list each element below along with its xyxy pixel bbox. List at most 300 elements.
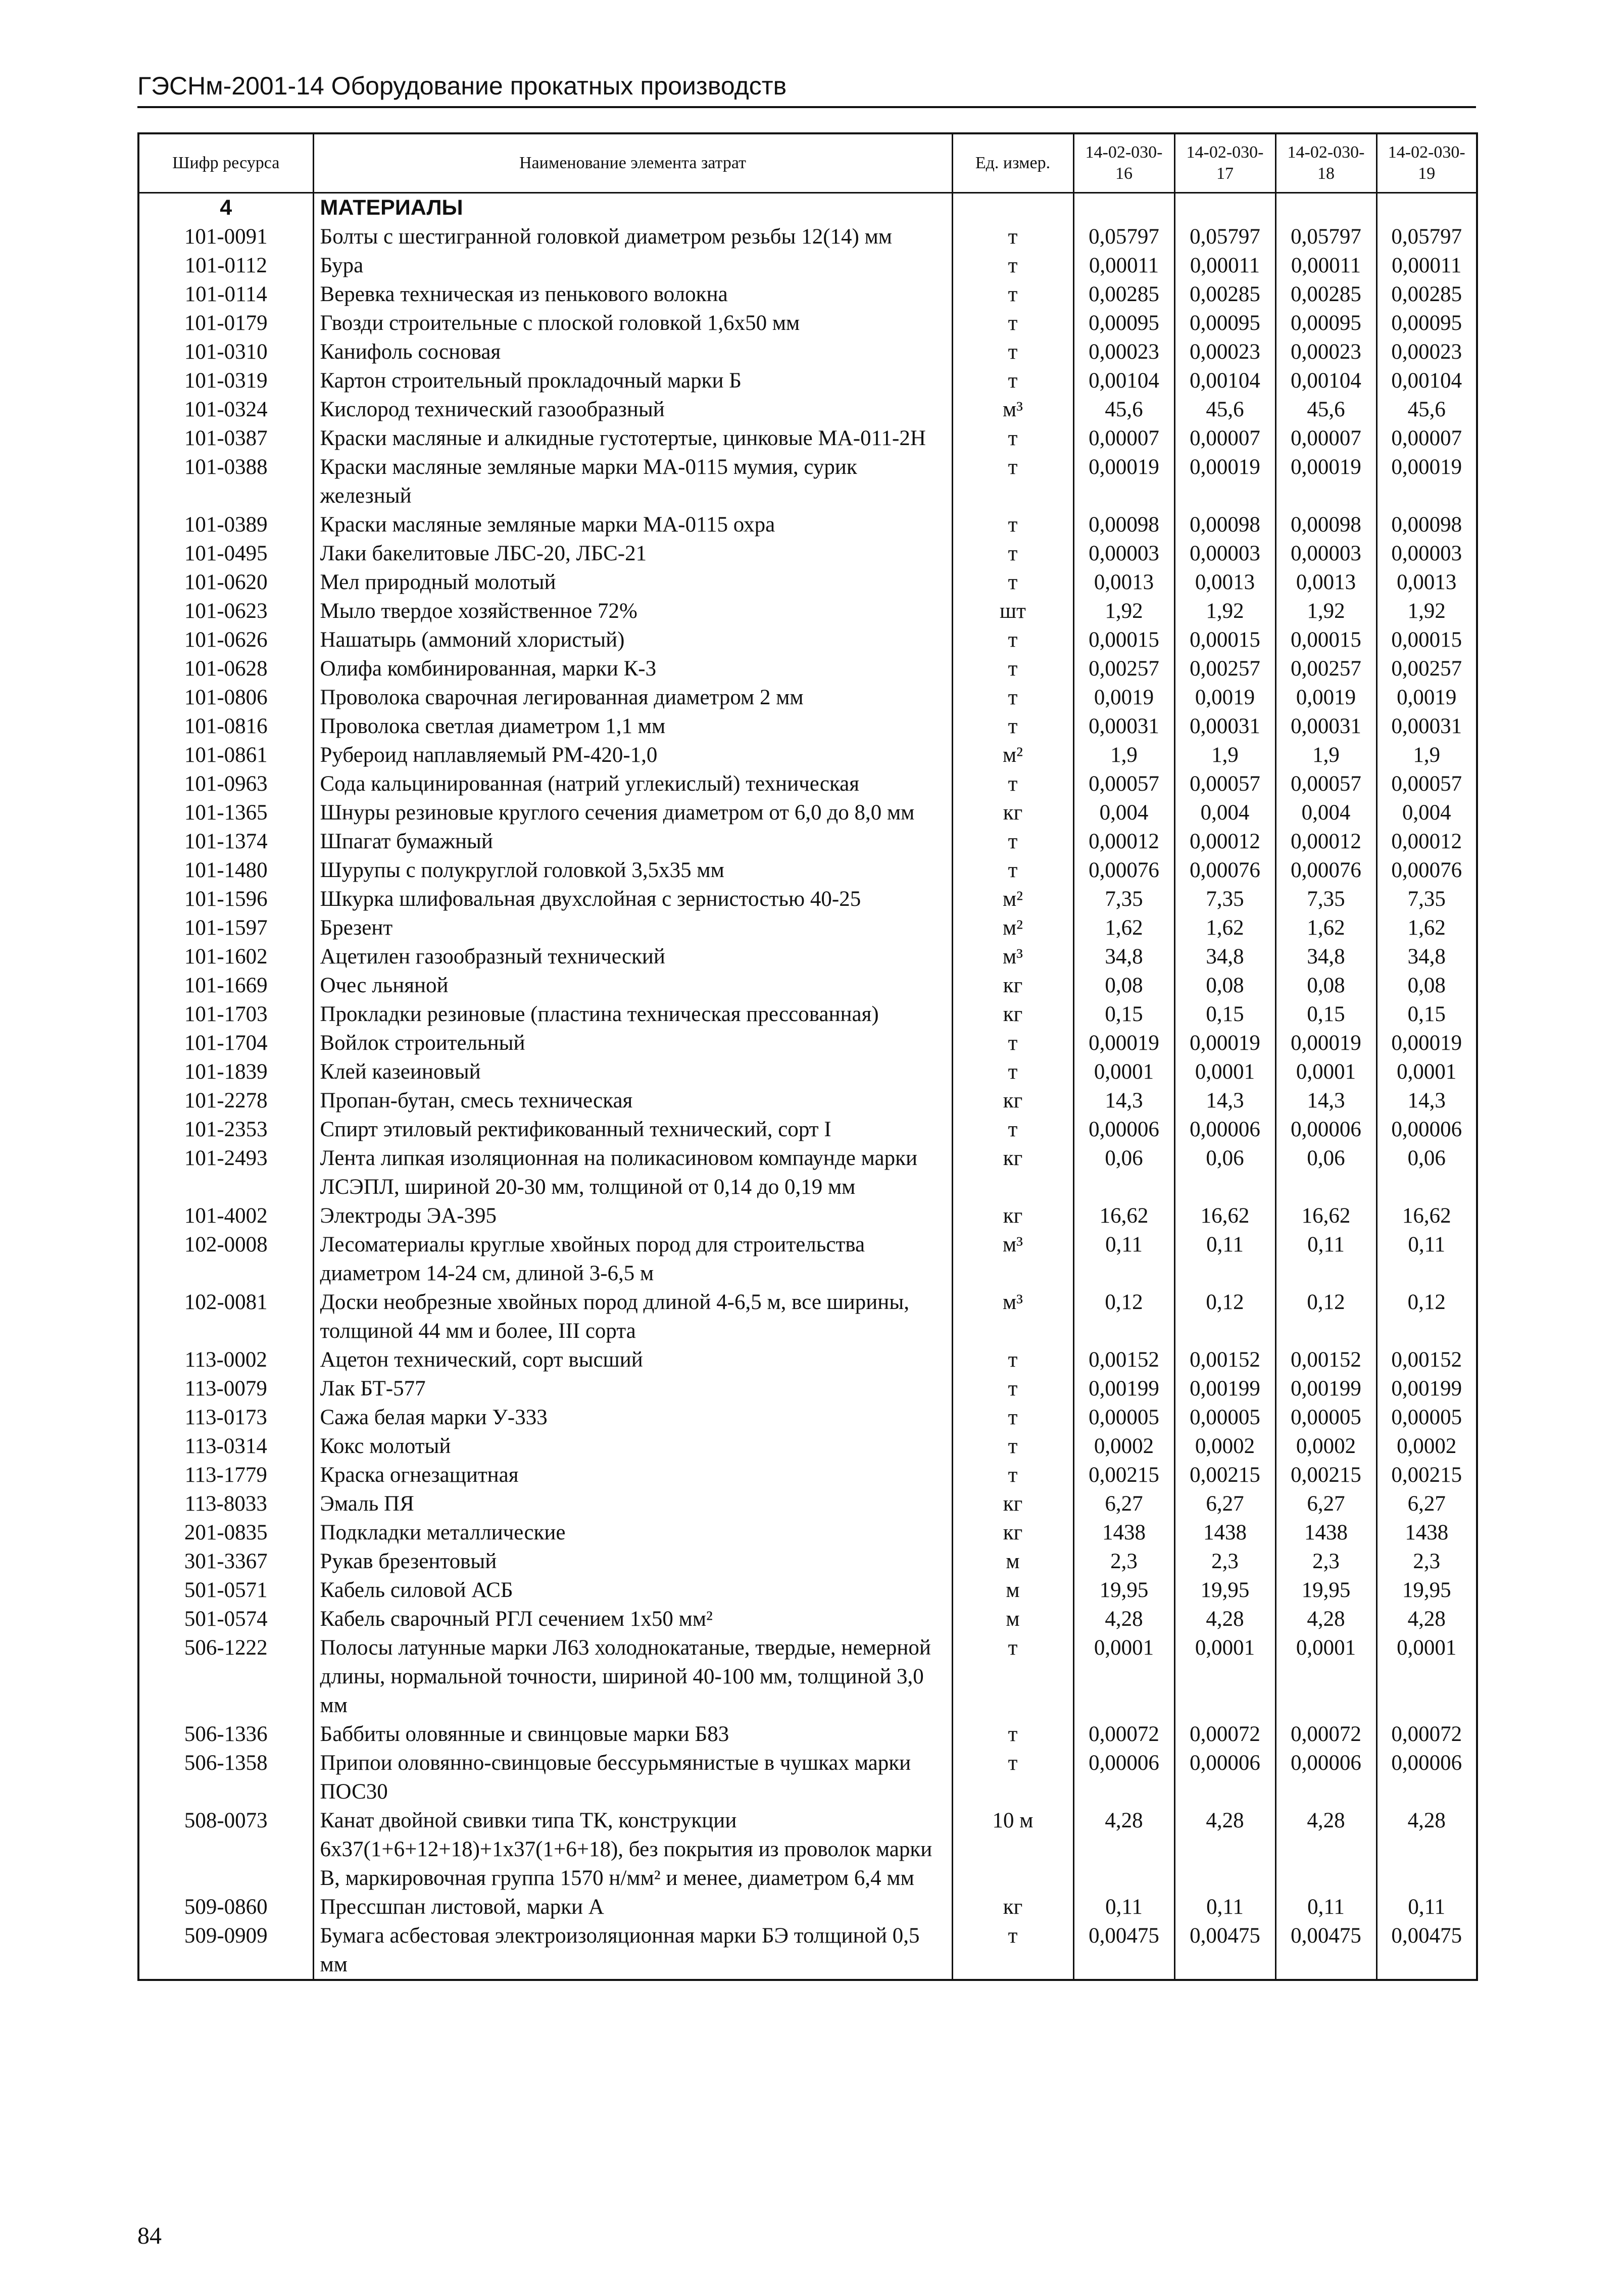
norm-030-16: 0,00098 (1073, 510, 1174, 539)
norm-030-16: 0,00475 (1073, 1921, 1174, 1980)
norm-030-16: 0,0019 (1073, 683, 1174, 712)
resource-code: 101-1597 (138, 913, 313, 942)
resource-name: Ацетон технический, сорт высший (313, 1345, 952, 1374)
norm-030-17: 0,0001 (1174, 1633, 1275, 1720)
norm-030-17: 0,12 (1174, 1288, 1275, 1345)
resource-code: 102-0081 (138, 1288, 313, 1345)
unit-of-measure: т (952, 539, 1073, 568)
unit-of-measure: м (952, 1547, 1073, 1576)
resource-name: Краска огнезащитная (313, 1461, 952, 1489)
norm-030-16: 0,00257 (1073, 654, 1174, 683)
norm-030-17: 0,00475 (1174, 1921, 1275, 1980)
unit-of-measure: м² (952, 913, 1073, 942)
norm-030-19: 0,12 (1376, 1288, 1477, 1345)
table-row (138, 309, 1477, 337)
norm-030-17: 0,00019 (1174, 1029, 1275, 1057)
table-row (138, 337, 1477, 366)
table-row (138, 683, 1477, 712)
resource-name: Бура (313, 251, 952, 280)
table-row (138, 1345, 1477, 1374)
table-row (138, 1921, 1477, 1980)
unit-of-measure: м³ (952, 395, 1073, 424)
norm-030-16: 0,05797 (1073, 222, 1174, 251)
norm-030-17: 0,00257 (1174, 654, 1275, 683)
table-row (138, 1000, 1477, 1029)
unit-of-measure: т (952, 1403, 1073, 1432)
norm-030-17: 0,00006 (1174, 1115, 1275, 1144)
norm-030-16: 0,0001 (1073, 1633, 1174, 1720)
resource-code: 101-0623 (138, 597, 313, 625)
norm-030-16: 1,9 (1073, 741, 1174, 769)
norm-030-17: 2,3 (1174, 1547, 1275, 1576)
resource-code: 101-0861 (138, 741, 313, 769)
unit-of-measure: т (952, 1432, 1073, 1461)
norm-030-17: 0,11 (1174, 1893, 1275, 1921)
norm-030-16: 45,6 (1073, 395, 1174, 424)
section-title: МАТЕРИАЛЫ (313, 193, 952, 223)
norm-030-17: 0,004 (1174, 798, 1275, 827)
unit-of-measure: т (952, 856, 1073, 885)
table-row (138, 856, 1477, 885)
norm-030-19: 0,00072 (1376, 1720, 1477, 1749)
table-row (138, 424, 1477, 453)
norm-030-18: 0,00057 (1275, 769, 1376, 798)
norm-030-18: 4,28 (1275, 1605, 1376, 1633)
norm-030-18: 0,00475 (1275, 1921, 1376, 1980)
resource-name: Рукав брезентовый (313, 1547, 952, 1576)
norm-030-17: 0,00076 (1174, 856, 1275, 885)
table-row (138, 1489, 1477, 1518)
norm-030-18: 0,0019 (1275, 683, 1376, 712)
resource-name: Картон строительный прокладочный марки Б (313, 366, 952, 395)
unit-of-measure: т (952, 1345, 1073, 1374)
norm-030-19: 1,62 (1376, 913, 1477, 942)
resource-name: Шпагат бумажный (313, 827, 952, 856)
unit-of-measure: шт (952, 597, 1073, 625)
norm-030-19: 4,28 (1376, 1605, 1477, 1633)
unit-of-measure: т (952, 712, 1073, 741)
norm-030-19: 0,00015 (1376, 625, 1477, 654)
resource-name: Войлок строительный (313, 1029, 952, 1057)
resource-code: 101-0620 (138, 568, 313, 597)
resource-name: Нашатырь (аммоний хлористый) (313, 625, 952, 654)
unit-of-measure: т (952, 453, 1073, 510)
resource-code: 101-2353 (138, 1115, 313, 1144)
norm-030-18: 0,00006 (1275, 1115, 1376, 1144)
resource-code: 508-0073 (138, 1806, 313, 1893)
section-row (138, 193, 1477, 223)
resources-table (137, 132, 1478, 1981)
unit-of-measure: кг (952, 1000, 1073, 1029)
resource-code: 101-0963 (138, 769, 313, 798)
table-row (138, 1806, 1477, 1893)
resource-name: Лаки бакелитовые ЛБС-20, ЛБС-21 (313, 539, 952, 568)
unit-of-measure: кг (952, 1893, 1073, 1921)
norm-030-17: 4,28 (1174, 1806, 1275, 1893)
unit-of-measure: т (952, 1749, 1073, 1806)
col-header-norm-17: 14-02-030-17 (1174, 133, 1275, 193)
norm-030-19: 0,00007 (1376, 424, 1477, 453)
norm-030-18: 1438 (1275, 1518, 1376, 1547)
norm-030-17: 0,00012 (1174, 827, 1275, 856)
norm-030-19: 0,00019 (1376, 453, 1477, 510)
norm-030-17: 0,00199 (1174, 1374, 1275, 1403)
norm-030-16: 0,00057 (1073, 769, 1174, 798)
norm-030-18: 0,00007 (1275, 424, 1376, 453)
norm-030-16: 0,00152 (1073, 1345, 1174, 1374)
norm-030-19: 7,35 (1376, 885, 1477, 913)
norm-030-17: 0,00007 (1174, 424, 1275, 453)
unit-of-measure: м³ (952, 1288, 1073, 1345)
norm-030-19: 0,00152 (1376, 1345, 1477, 1374)
norm-030-19: 45,6 (1376, 395, 1477, 424)
resource-code: 509-0909 (138, 1921, 313, 1980)
norm-030-17: 0,00015 (1174, 625, 1275, 654)
table-row (138, 1893, 1477, 1921)
norm-030-16: 0,08 (1073, 971, 1174, 1000)
table-row (138, 1288, 1477, 1345)
resource-code: 301-3367 (138, 1547, 313, 1576)
norm-030-16: 0,00199 (1073, 1374, 1174, 1403)
norm-030-18: 0,06 (1275, 1144, 1376, 1201)
resource-name: Очес льняной (313, 971, 952, 1000)
norm-030-17: 0,0019 (1174, 683, 1275, 712)
resource-code: 113-0173 (138, 1403, 313, 1432)
norm-030-18: 0,00152 (1275, 1345, 1376, 1374)
norm-030-16: 19,95 (1073, 1576, 1174, 1605)
norm-030-16: 0,06 (1073, 1144, 1174, 1201)
unit-of-measure: т (952, 1461, 1073, 1489)
norm-030-18: 0,00215 (1275, 1461, 1376, 1489)
norm-030-17: 1438 (1174, 1518, 1275, 1547)
table-row (138, 510, 1477, 539)
norm-030-19: 0,15 (1376, 1000, 1477, 1029)
resource-name: Кабель сварочный РГЛ сечением 1x50 мм² (313, 1605, 952, 1633)
resource-name: Канат двойной свивки типа ТК, конструкции 6x37(1+6+12+18)+1x37(1+6+18), без покрытия из проволок марки В, маркировочная группа 1570 н/мм² и менее, диаметром 6,4 мм (313, 1806, 952, 1893)
norm-030-16: 0,00006 (1073, 1749, 1174, 1806)
unit-of-measure: кг (952, 1518, 1073, 1547)
norm-030-19: 0,00011 (1376, 251, 1477, 280)
resource-code: 101-0319 (138, 366, 313, 395)
norm-030-17: 0,0002 (1174, 1432, 1275, 1461)
table-row (138, 1461, 1477, 1489)
norm-030-18: 1,92 (1275, 597, 1376, 625)
norm-030-19: 0,00003 (1376, 539, 1477, 568)
resource-code: 113-0314 (138, 1432, 313, 1461)
norm-030-18: 0,00019 (1275, 453, 1376, 510)
resource-code: 101-0626 (138, 625, 313, 654)
norm-030-19: 0,00104 (1376, 366, 1477, 395)
norm-030-16: 0,00285 (1073, 280, 1174, 309)
norm-030-16: 1438 (1073, 1518, 1174, 1547)
resource-code: 501-0574 (138, 1605, 313, 1633)
norm-030-18: 0,0001 (1275, 1633, 1376, 1720)
resource-code: 101-2278 (138, 1086, 313, 1115)
table-row (138, 913, 1477, 942)
norm-030-16: 0,004 (1073, 798, 1174, 827)
col-header-norm-18: 14-02-030-18 (1275, 133, 1376, 193)
col-header-code: Шифр ресурса (138, 133, 313, 193)
resource-code: 506-1222 (138, 1633, 313, 1720)
table-row (138, 1144, 1477, 1201)
norm-030-19: 0,11 (1376, 1230, 1477, 1288)
resource-code: 101-0179 (138, 309, 313, 337)
norm-030-19: 1438 (1376, 1518, 1477, 1547)
table-row (138, 712, 1477, 741)
table-row (138, 568, 1477, 597)
norm-030-19: 0,00215 (1376, 1461, 1477, 1489)
resource-name: Кокс молотый (313, 1432, 952, 1461)
resource-name: Эмаль ПЯ (313, 1489, 952, 1518)
resource-code: 113-8033 (138, 1489, 313, 1518)
norm-030-17: 0,06 (1174, 1144, 1275, 1201)
resource-name: Пропан-бутан, смесь техническая (313, 1086, 952, 1115)
norm-030-17: 0,00031 (1174, 712, 1275, 741)
resource-code: 201-0835 (138, 1518, 313, 1547)
unit-of-measure: м³ (952, 1230, 1073, 1288)
norm-030-16: 0,00012 (1073, 827, 1174, 856)
unit-of-measure: т (952, 654, 1073, 683)
table-row (138, 280, 1477, 309)
table-row (138, 654, 1477, 683)
unit-of-measure: кг (952, 971, 1073, 1000)
resource-name: Канифоль сосновая (313, 337, 952, 366)
table-row (138, 1720, 1477, 1749)
norm-030-16: 0,00007 (1073, 424, 1174, 453)
resource-name: Веревка техническая из пенькового волокна (313, 280, 952, 309)
table-row (138, 1547, 1477, 1576)
unit-of-measure: т (952, 366, 1073, 395)
norm-030-16: 1,62 (1073, 913, 1174, 942)
norm-030-16: 0,00076 (1073, 856, 1174, 885)
resource-code: 101-1365 (138, 798, 313, 827)
resource-name: Спирт этиловый ректификованный технический, сорт I (313, 1115, 952, 1144)
resource-name: Мыло твердое хозяйственное 72% (313, 597, 952, 625)
resource-code: 101-1596 (138, 885, 313, 913)
norm-030-17: 1,9 (1174, 741, 1275, 769)
unit-of-measure: 10 м (952, 1806, 1073, 1893)
resource-code: 101-1669 (138, 971, 313, 1000)
unit-of-measure: т (952, 568, 1073, 597)
col-header-norm-16: 14-02-030-16 (1073, 133, 1174, 193)
resource-code: 509-0860 (138, 1893, 313, 1921)
norm-030-17: 0,00005 (1174, 1403, 1275, 1432)
norm-030-17: 19,95 (1174, 1576, 1275, 1605)
norm-030-18: 0,00031 (1275, 712, 1376, 741)
norm-030-16: 0,00215 (1073, 1461, 1174, 1489)
norm-030-18: 0,004 (1275, 798, 1376, 827)
norm-030-19: 0,00475 (1376, 1921, 1477, 1980)
resource-code: 101-1839 (138, 1057, 313, 1086)
norm-030-16: 16,62 (1073, 1201, 1174, 1230)
table-row (138, 453, 1477, 510)
table-row (138, 539, 1477, 568)
resource-code: 101-1703 (138, 1000, 313, 1029)
norm-030-19: 0,00031 (1376, 712, 1477, 741)
resource-name: Краски масляные земляные марки МА-0115 мумия, сурик железный (313, 453, 952, 510)
norm-030-17: 34,8 (1174, 942, 1275, 971)
unit-of-measure: т (952, 280, 1073, 309)
resource-code: 501-0571 (138, 1576, 313, 1605)
table-row (138, 597, 1477, 625)
resource-code: 113-1779 (138, 1461, 313, 1489)
norm-030-16: 6,27 (1073, 1489, 1174, 1518)
resource-name: Олифа комбинированная, марки К-3 (313, 654, 952, 683)
resource-code: 101-1480 (138, 856, 313, 885)
table-row (138, 1633, 1477, 1720)
col-header-name: Наименование элемента затрат (313, 133, 952, 193)
norm-030-19: 14,3 (1376, 1086, 1477, 1115)
norm-030-18: 4,28 (1275, 1806, 1376, 1893)
norm-030-17: 0,00057 (1174, 769, 1275, 798)
norm-030-16: 34,8 (1073, 942, 1174, 971)
norm-030-16: 0,00031 (1073, 712, 1174, 741)
norm-030-18: 16,62 (1275, 1201, 1376, 1230)
norm-030-18: 0,00199 (1275, 1374, 1376, 1403)
table-row (138, 1057, 1477, 1086)
resource-name: Рубероид наплавляемый РМ-420-1,0 (313, 741, 952, 769)
unit-of-measure: кг (952, 1201, 1073, 1230)
norm-030-18: 0,00285 (1275, 280, 1376, 309)
unit-of-measure: м (952, 1605, 1073, 1633)
norm-030-18: 0,00003 (1275, 539, 1376, 568)
unit-of-measure: т (952, 1029, 1073, 1057)
resource-name: Краски масляные земляные марки МА-0115 охра (313, 510, 952, 539)
norm-030-19: 0,004 (1376, 798, 1477, 827)
resource-name: Электроды ЭА-395 (313, 1201, 952, 1230)
norm-030-18: 0,00076 (1275, 856, 1376, 885)
norm-030-16: 0,00005 (1073, 1403, 1174, 1432)
table-row (138, 1518, 1477, 1547)
norm-030-18: 34,8 (1275, 942, 1376, 971)
norm-030-18: 0,05797 (1275, 222, 1376, 251)
table-row (138, 366, 1477, 395)
norm-030-19: 0,0019 (1376, 683, 1477, 712)
table-row (138, 1086, 1477, 1115)
resource-name: Ацетилен газообразный технический (313, 942, 952, 971)
norm-030-18: 0,00257 (1275, 654, 1376, 683)
unit-of-measure: т (952, 1115, 1073, 1144)
resource-name: Прокладки резиновые (пластина техническая прессованная) (313, 1000, 952, 1029)
norm-030-18: 0,0002 (1275, 1432, 1376, 1461)
resource-code: 101-1374 (138, 827, 313, 856)
norm-030-18: 0,11 (1275, 1230, 1376, 1288)
norm-030-16: 0,11 (1073, 1893, 1174, 1921)
table-row (138, 798, 1477, 827)
resource-name: Мел природный молотый (313, 568, 952, 597)
norm-030-19: 0,0002 (1376, 1432, 1477, 1461)
norm-030-18: 0,00023 (1275, 337, 1376, 366)
norm-030-17: 0,00011 (1174, 251, 1275, 280)
norm-030-17: 1,92 (1174, 597, 1275, 625)
section-number: 4 (138, 193, 313, 223)
norm-030-17: 45,6 (1174, 395, 1275, 424)
unit-of-measure: м³ (952, 942, 1073, 971)
norm-030-17: 0,00285 (1174, 280, 1275, 309)
resource-name: Лесоматериалы круглые хвойных пород для строительства диаметром 14-24 см, длиной 3-6,5 м (313, 1230, 952, 1288)
unit-of-measure: м (952, 1576, 1073, 1605)
norm-030-17: 16,62 (1174, 1201, 1275, 1230)
resource-name: Краски масляные и алкидные густотертые, цинковые МА-011-2Н (313, 424, 952, 453)
norm-030-18: 1,62 (1275, 913, 1376, 942)
norm-030-18: 0,00072 (1275, 1720, 1376, 1749)
table-row (138, 769, 1477, 798)
norm-030-17: 0,00023 (1174, 337, 1275, 366)
norm-030-19: 2,3 (1376, 1547, 1477, 1576)
resource-code: 506-1358 (138, 1749, 313, 1806)
table-row (138, 942, 1477, 971)
table-row (138, 251, 1477, 280)
norm-030-17: 0,11 (1174, 1230, 1275, 1288)
norm-030-17: 0,15 (1174, 1000, 1275, 1029)
norm-030-16: 0,11 (1073, 1230, 1174, 1288)
resource-code: 113-0002 (138, 1345, 313, 1374)
norm-030-17: 0,05797 (1174, 222, 1275, 251)
table-row (138, 1403, 1477, 1432)
table-row (138, 395, 1477, 424)
norm-030-16: 0,0013 (1073, 568, 1174, 597)
norm-030-18: 0,00006 (1275, 1749, 1376, 1806)
norm-030-19: 0,00019 (1376, 1029, 1477, 1057)
resource-code: 101-0091 (138, 222, 313, 251)
document-title: ГЭСНм-2001-14 Оборудование прокатных производств (137, 72, 787, 100)
norm-030-19: 1,9 (1376, 741, 1477, 769)
norm-030-19: 0,00005 (1376, 1403, 1477, 1432)
unit-of-measure: т (952, 683, 1073, 712)
norm-030-17: 0,00003 (1174, 539, 1275, 568)
norm-030-19: 0,00257 (1376, 654, 1477, 683)
unit-of-measure: кг (952, 1144, 1073, 1201)
unit-of-measure: т (952, 510, 1073, 539)
norm-030-16: 0,00006 (1073, 1115, 1174, 1144)
norm-030-19: 0,0001 (1376, 1057, 1477, 1086)
resource-code: 506-1336 (138, 1720, 313, 1749)
norm-030-18: 0,15 (1275, 1000, 1376, 1029)
unit-of-measure: т (952, 1374, 1073, 1403)
norm-030-17: 0,00019 (1174, 453, 1275, 510)
table-header-row (138, 133, 1477, 193)
unit-of-measure: т (952, 1633, 1073, 1720)
resource-name: Шнуры резиновые круглого сечения диаметром от 6,0 до 8,0 мм (313, 798, 952, 827)
norm-030-16: 0,00072 (1073, 1720, 1174, 1749)
norm-030-18: 0,08 (1275, 971, 1376, 1000)
resource-name: Сода кальцинированная (натрий углекислый) техническая (313, 769, 952, 798)
norm-030-18: 0,00015 (1275, 625, 1376, 654)
norm-030-18: 2,3 (1275, 1547, 1376, 1576)
unit-of-measure: т (952, 769, 1073, 798)
norm-030-17: 0,08 (1174, 971, 1275, 1000)
norm-030-18: 6,27 (1275, 1489, 1376, 1518)
norm-030-17: 0,00152 (1174, 1345, 1275, 1374)
table-row (138, 625, 1477, 654)
norm-030-17: 14,3 (1174, 1086, 1275, 1115)
norm-030-16: 14,3 (1073, 1086, 1174, 1115)
resource-code: 101-0112 (138, 251, 313, 280)
table-row (138, 1230, 1477, 1288)
norm-030-19: 0,00012 (1376, 827, 1477, 856)
resource-name: Брезент (313, 913, 952, 942)
table-row (138, 1374, 1477, 1403)
resource-name: Лента липкая изоляционная на поликасиновом компаунде марки ЛСЭПЛ, шириной 20-30 мм, толщиной от 0,14 до 0,19 мм (313, 1144, 952, 1201)
norm-030-18: 0,00098 (1275, 510, 1376, 539)
resource-name: Шурупы с полукруглой головкой 3,5x35 мм (313, 856, 952, 885)
unit-of-measure: т (952, 337, 1073, 366)
norm-030-16: 7,35 (1073, 885, 1174, 913)
resource-code: 101-0324 (138, 395, 313, 424)
norm-030-18: 0,12 (1275, 1288, 1376, 1345)
unit-of-measure: м² (952, 741, 1073, 769)
norm-030-17: 0,00095 (1174, 309, 1275, 337)
